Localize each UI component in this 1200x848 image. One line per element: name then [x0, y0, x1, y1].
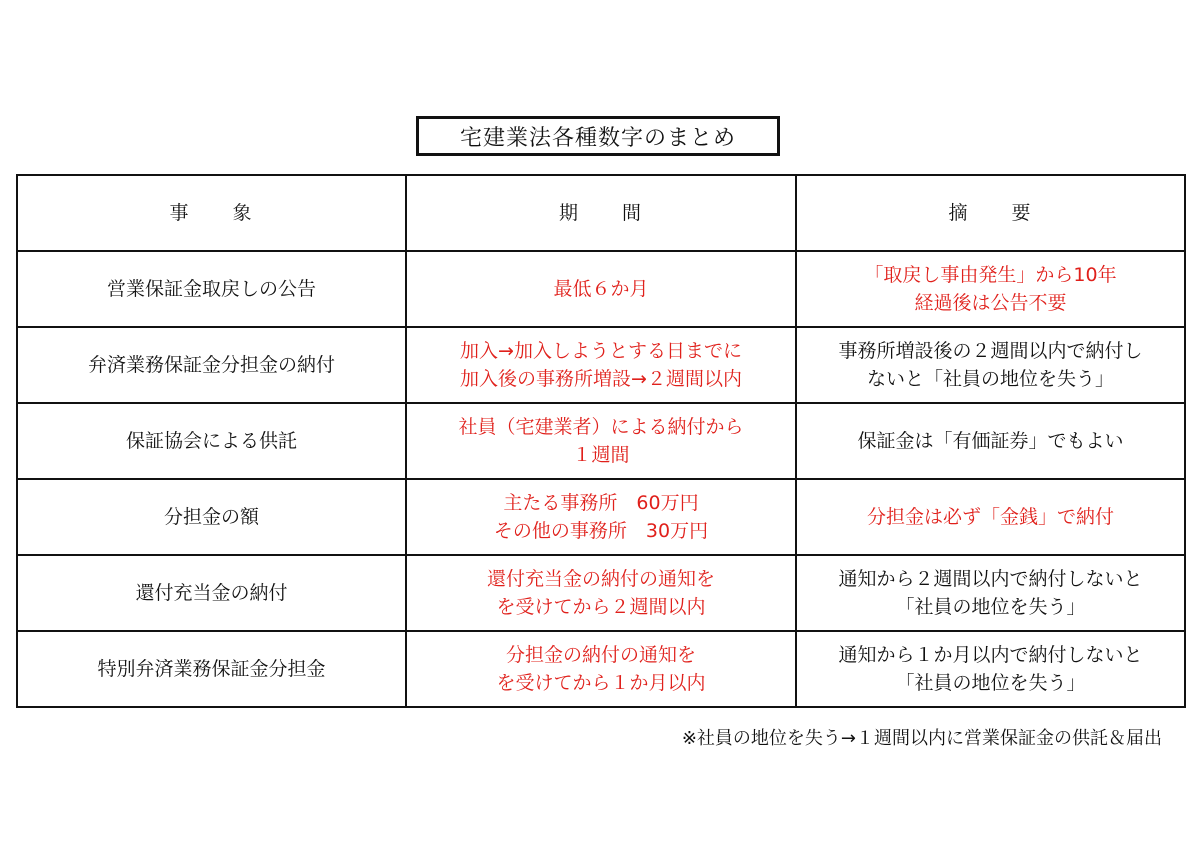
cell-event: 分担金の額 [17, 479, 406, 555]
cell-period [406, 403, 796, 479]
cell-period-line: １週間 [572, 444, 630, 466]
cell-period-line: 分担金の納付の通知を [505, 644, 696, 666]
cell-note-line: 分担金は必ず「金銭」で納付 [866, 506, 1114, 528]
cell-event: 弁済業務保証金分担金の納付 [17, 327, 406, 403]
table-header-row [17, 175, 1185, 251]
cell-note [796, 631, 1185, 707]
header-event: 事 象 [17, 175, 406, 251]
cell-note-line: 経過後は公告不要 [914, 292, 1067, 314]
cell-period-line: その他の事務所 30万円 [493, 520, 709, 542]
cell-event: 営業保証金取戻しの公告 [17, 251, 406, 327]
cell-note-line: 保証金は「有価証券」でもよい [857, 430, 1124, 452]
table-row [17, 479, 1185, 555]
cell-note-line: ないと「社員の地位を失う」 [866, 368, 1114, 390]
cell-note-line: 「社員の地位を失う」 [895, 596, 1086, 618]
cell-period [406, 327, 796, 403]
footnote: ※社員の地位を失う→１週間以内に営業保証金の供託＆届出 [681, 728, 1162, 749]
cell-period-line: 還付充当金の納付の通知を [486, 568, 715, 590]
summary-table [16, 174, 1186, 708]
cell-note-line: 通知から１か月以内で納付しないと [838, 644, 1143, 666]
cell-period [406, 555, 796, 631]
cell-event: 保証協会による供託 [17, 403, 406, 479]
table-row [17, 403, 1185, 479]
cell-note [796, 479, 1185, 555]
header-note: 摘 要 [796, 175, 1185, 251]
cell-note [796, 251, 1185, 327]
cell-event: 特別弁済業務保証金分担金 [17, 631, 406, 707]
cell-note [796, 555, 1185, 631]
cell-period-line: 最低６か月 [553, 278, 649, 300]
cell-period [406, 251, 796, 327]
table-row [17, 555, 1185, 631]
cell-note-line: 「社員の地位を失う」 [895, 672, 1086, 694]
cell-note-line: 「取戻し事由発生」から10年 [864, 264, 1117, 286]
cell-note-line: 事務所増設後の２週間以内で納付し [838, 340, 1143, 362]
cell-note-line: 通知から２週間以内で納付しないと [838, 568, 1143, 590]
cell-period-line: 加入後の事務所増設→２週間以内 [460, 368, 742, 390]
cell-event: 還付充当金の納付 [17, 555, 406, 631]
cell-period-line: を受けてから２週間以内 [496, 596, 706, 618]
table-row [17, 251, 1185, 327]
table-body [17, 251, 1185, 707]
cell-period-line: を受けてから１か月以内 [496, 672, 706, 694]
cell-note [796, 327, 1185, 403]
header-period: 期 間 [406, 175, 796, 251]
cell-period-line: 社員（宅建業者）による納付から [458, 416, 744, 438]
cell-period-line: 主たる事務所 60万円 [503, 492, 699, 514]
table-row [17, 327, 1185, 403]
cell-period-line: 加入→加入しようとする日までに [460, 340, 742, 362]
table-row [17, 631, 1185, 707]
cell-period [406, 631, 796, 707]
page-title: 宅建業法各種数字のまとめ [416, 116, 780, 156]
cell-note [796, 403, 1185, 479]
cell-period [406, 479, 796, 555]
